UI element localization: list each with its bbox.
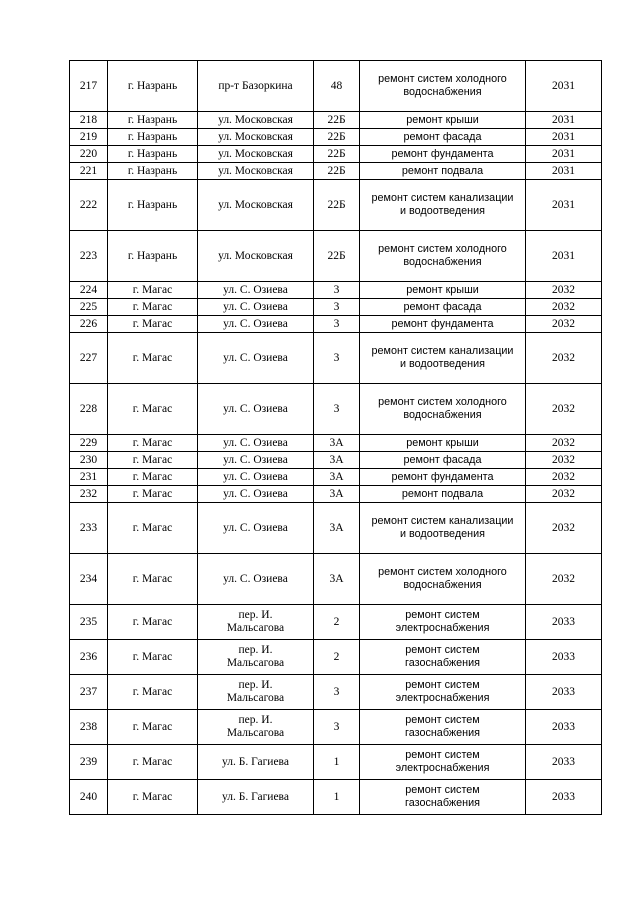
- year-cell: 2033: [526, 640, 602, 675]
- work-type-cell: [360, 316, 526, 333]
- work-type-cell-line: ремонт подвала: [401, 164, 484, 177]
- table-row: [70, 503, 602, 554]
- table-body: [70, 61, 602, 815]
- table-row: [70, 299, 602, 316]
- street-cell: [198, 452, 314, 469]
- work-type-cell-line: водоснабжения: [403, 256, 482, 268]
- work-type-cell: [360, 282, 526, 299]
- work-type-cell-line: водоснабжения: [403, 579, 482, 591]
- row-number-cell: 219: [70, 129, 108, 146]
- street-cell-line: ул. С. Озиева: [223, 572, 288, 585]
- city-cell: г. Магас: [108, 605, 198, 640]
- street-cell: [198, 180, 314, 231]
- street-cell-line: ул. С. Озиева: [223, 487, 288, 500]
- row-number-cell: 221: [70, 163, 108, 180]
- street-cell-line: Мальсагова: [226, 657, 285, 669]
- house-number-cell: 22Б: [314, 231, 360, 282]
- table-row: [70, 146, 602, 163]
- street-cell: [198, 640, 314, 675]
- street-cell: [198, 299, 314, 316]
- work-type-cell: [360, 640, 526, 675]
- house-number-cell: 3А: [314, 486, 360, 503]
- city-cell: г. Назрань: [108, 231, 198, 282]
- city-cell: г. Магас: [108, 503, 198, 554]
- street-cell-line: ул. Московская: [218, 130, 293, 143]
- street-cell-line: ул. Б. Гагиева: [222, 790, 289, 803]
- street-cell-line: ул. С. Озиева: [223, 521, 288, 534]
- work-type-cell-line: ремонт фундамента: [391, 147, 494, 160]
- work-type-cell: [360, 503, 526, 554]
- work-type-cell-line: ремонт систем холодного: [378, 566, 507, 578]
- street-cell: [198, 675, 314, 710]
- work-type-cell-line: ремонт систем канализации: [371, 345, 514, 357]
- table-row: [70, 282, 602, 299]
- year-cell: 2031: [526, 129, 602, 146]
- year-cell: 2033: [526, 780, 602, 815]
- work-type-cell: [360, 112, 526, 129]
- work-type-cell-line: ремонт систем холодного: [378, 73, 507, 85]
- work-type-cell-line: электроснабжения: [395, 692, 490, 704]
- work-type-cell: [360, 486, 526, 503]
- work-type-cell-line: ремонт систем: [405, 609, 480, 621]
- table-row: [70, 745, 602, 780]
- table-row: [70, 435, 602, 452]
- house-number-cell: 3: [314, 282, 360, 299]
- street-cell: [198, 282, 314, 299]
- year-cell: 2032: [526, 452, 602, 469]
- year-cell: 2033: [526, 605, 602, 640]
- work-type-cell-line: ремонт систем: [405, 644, 480, 656]
- street-cell-line: ул. С. Озиева: [223, 283, 288, 296]
- table-row: [70, 486, 602, 503]
- street-cell: [198, 503, 314, 554]
- street-cell: [198, 316, 314, 333]
- street-cell-line: пер. И.: [238, 609, 273, 621]
- year-cell: 2032: [526, 554, 602, 605]
- work-type-cell-line: и водоотведения: [400, 358, 485, 370]
- street-cell: [198, 231, 314, 282]
- work-type-cell: [360, 780, 526, 815]
- work-type-cell-line: ремонт фасада: [403, 453, 482, 466]
- city-cell: г. Магас: [108, 640, 198, 675]
- table-row: [70, 384, 602, 435]
- work-type-cell: [360, 554, 526, 605]
- city-cell: г. Магас: [108, 299, 198, 316]
- work-type-cell: [360, 299, 526, 316]
- work-type-cell-line: ремонт подвала: [401, 487, 484, 500]
- work-type-cell-line: водоснабжения: [403, 409, 482, 421]
- year-cell: 2032: [526, 486, 602, 503]
- work-type-cell-line: ремонт крыши: [406, 113, 479, 126]
- row-number-cell: 231: [70, 469, 108, 486]
- work-type-cell: [360, 146, 526, 163]
- work-type-cell-line: газоснабжения: [405, 657, 480, 669]
- row-number-cell: 218: [70, 112, 108, 129]
- house-number-cell: 3: [314, 316, 360, 333]
- house-number-cell: 48: [314, 61, 360, 112]
- street-cell: [198, 554, 314, 605]
- year-cell: 2032: [526, 384, 602, 435]
- work-type-cell: [360, 469, 526, 486]
- work-type-cell-line: электроснабжения: [395, 762, 490, 774]
- street-cell-line: ул. С. Озиева: [223, 453, 288, 466]
- street-cell-line: ул. С. Озиева: [223, 402, 288, 415]
- street-cell: [198, 333, 314, 384]
- city-cell: г. Магас: [108, 486, 198, 503]
- table-row: [70, 554, 602, 605]
- street-cell: [198, 710, 314, 745]
- city-cell: г. Магас: [108, 780, 198, 815]
- city-cell: г. Назрань: [108, 61, 198, 112]
- house-number-cell: 3: [314, 299, 360, 316]
- house-number-cell: 22Б: [314, 129, 360, 146]
- work-type-cell: [360, 745, 526, 780]
- work-type-cell: [360, 163, 526, 180]
- table-row: [70, 129, 602, 146]
- house-number-cell: 22Б: [314, 112, 360, 129]
- house-number-cell: 3А: [314, 435, 360, 452]
- table-row: [70, 180, 602, 231]
- table-row: [70, 112, 602, 129]
- year-cell: 2032: [526, 435, 602, 452]
- work-type-cell: [360, 129, 526, 146]
- street-cell-line: ул. Б. Гагиева: [222, 755, 289, 768]
- house-number-cell: 3А: [314, 554, 360, 605]
- work-type-cell-line: ремонт систем холодного: [378, 243, 507, 255]
- work-type-cell-line: газоснабжения: [405, 797, 480, 809]
- year-cell: 2031: [526, 231, 602, 282]
- table-row: [70, 316, 602, 333]
- work-type-cell: [360, 675, 526, 710]
- work-type-cell: [360, 61, 526, 112]
- year-cell: 2032: [526, 316, 602, 333]
- year-cell: 2032: [526, 503, 602, 554]
- street-cell-line: ул. Московская: [218, 113, 293, 126]
- row-number-cell: 239: [70, 745, 108, 780]
- year-cell: 2032: [526, 282, 602, 299]
- street-cell-line: Мальсагова: [226, 692, 285, 704]
- street-cell-line: пр-т Базоркина: [218, 79, 293, 92]
- house-number-cell: 3: [314, 675, 360, 710]
- street-cell-line: ул. С. Озиева: [223, 317, 288, 330]
- work-type-cell: [360, 231, 526, 282]
- street-cell-line: ул. С. Озиева: [223, 351, 288, 364]
- work-type-cell: [360, 180, 526, 231]
- work-type-cell-line: ремонт фундамента: [391, 470, 494, 483]
- year-cell: 2033: [526, 675, 602, 710]
- table-row: [70, 710, 602, 745]
- street-cell: [198, 129, 314, 146]
- row-number-cell: 237: [70, 675, 108, 710]
- year-cell: 2032: [526, 299, 602, 316]
- street-cell: [198, 745, 314, 780]
- row-number-cell: 238: [70, 710, 108, 745]
- row-number-cell: 217: [70, 61, 108, 112]
- table-row: [70, 605, 602, 640]
- street-cell-line: ул. С. Озиева: [223, 300, 288, 313]
- table-row: [70, 61, 602, 112]
- city-cell: г. Магас: [108, 435, 198, 452]
- street-cell: [198, 486, 314, 503]
- house-number-cell: 2: [314, 605, 360, 640]
- house-number-cell: 22Б: [314, 163, 360, 180]
- row-number-cell: 240: [70, 780, 108, 815]
- street-cell-line: ул. С. Озиева: [223, 436, 288, 449]
- row-number-cell: 223: [70, 231, 108, 282]
- table-row: [70, 780, 602, 815]
- work-type-cell-line: ремонт систем холодного: [378, 396, 507, 408]
- table-row: [70, 640, 602, 675]
- work-type-cell-line: ремонт фундамента: [391, 317, 494, 330]
- table-row: [70, 469, 602, 486]
- row-number-cell: 233: [70, 503, 108, 554]
- year-cell: 2032: [526, 469, 602, 486]
- work-type-cell-line: ремонт систем: [405, 679, 480, 691]
- city-cell: г. Назрань: [108, 146, 198, 163]
- year-cell: 2031: [526, 163, 602, 180]
- row-number-cell: 236: [70, 640, 108, 675]
- year-cell: 2033: [526, 745, 602, 780]
- house-number-cell: 3: [314, 710, 360, 745]
- house-number-cell: 1: [314, 780, 360, 815]
- work-type-cell-line: ремонт фасада: [403, 130, 482, 143]
- year-cell: 2033: [526, 710, 602, 745]
- street-cell: [198, 435, 314, 452]
- house-number-cell: 3: [314, 384, 360, 435]
- row-number-cell: 229: [70, 435, 108, 452]
- table-row: [70, 163, 602, 180]
- street-cell-line: пер. И.: [238, 644, 273, 656]
- row-number-cell: 220: [70, 146, 108, 163]
- year-cell: 2031: [526, 146, 602, 163]
- work-type-cell-line: ремонт систем: [405, 714, 480, 726]
- street-cell-line: пер. И.: [238, 714, 273, 726]
- street-cell-line: Мальсагова: [226, 622, 285, 634]
- row-number-cell: 227: [70, 333, 108, 384]
- year-cell: 2031: [526, 180, 602, 231]
- work-type-cell-line: ремонт систем канализации: [371, 515, 514, 527]
- work-type-cell-line: газоснабжения: [405, 727, 480, 739]
- row-number-cell: 226: [70, 316, 108, 333]
- city-cell: г. Магас: [108, 710, 198, 745]
- work-type-cell: [360, 333, 526, 384]
- street-cell: [198, 780, 314, 815]
- house-number-cell: 22Б: [314, 180, 360, 231]
- work-type-cell-line: ремонт систем: [405, 784, 480, 796]
- work-type-cell: [360, 605, 526, 640]
- repair-schedule-table: [69, 60, 602, 815]
- street-cell-line: ул. Московская: [218, 198, 293, 211]
- row-number-cell: 224: [70, 282, 108, 299]
- row-number-cell: 222: [70, 180, 108, 231]
- work-type-cell-line: ремонт крыши: [406, 436, 479, 449]
- city-cell: г. Назрань: [108, 112, 198, 129]
- street-cell-line: ул. Московская: [218, 249, 293, 262]
- street-cell: [198, 605, 314, 640]
- work-type-cell-line: ремонт фасада: [403, 300, 482, 313]
- row-number-cell: 228: [70, 384, 108, 435]
- street-cell-line: ул. Московская: [218, 147, 293, 160]
- row-number-cell: 234: [70, 554, 108, 605]
- city-cell: г. Магас: [108, 282, 198, 299]
- house-number-cell: 3А: [314, 469, 360, 486]
- street-cell: [198, 163, 314, 180]
- work-type-cell: [360, 710, 526, 745]
- city-cell: г. Назрань: [108, 163, 198, 180]
- work-type-cell-line: ремонт систем: [405, 749, 480, 761]
- house-number-cell: 22Б: [314, 146, 360, 163]
- city-cell: г. Магас: [108, 316, 198, 333]
- table-row: [70, 333, 602, 384]
- row-number-cell: 225: [70, 299, 108, 316]
- house-number-cell: 3А: [314, 452, 360, 469]
- row-number-cell: 232: [70, 486, 108, 503]
- work-type-cell: [360, 435, 526, 452]
- city-cell: г. Магас: [108, 333, 198, 384]
- work-type-cell: [360, 452, 526, 469]
- street-cell: [198, 146, 314, 163]
- house-number-cell: 2: [314, 640, 360, 675]
- work-type-cell-line: и водоотведения: [400, 528, 485, 540]
- year-cell: 2031: [526, 61, 602, 112]
- city-cell: г. Магас: [108, 745, 198, 780]
- work-type-cell-line: ремонт систем канализации: [371, 192, 514, 204]
- table-row: [70, 675, 602, 710]
- work-type-cell-line: водоснабжения: [403, 86, 482, 98]
- work-type-cell-line: ремонт крыши: [406, 283, 479, 296]
- city-cell: г. Назрань: [108, 180, 198, 231]
- work-type-cell-line: и водоотведения: [400, 205, 485, 217]
- street-cell: [198, 469, 314, 486]
- street-cell: [198, 61, 314, 112]
- street-cell-line: пер. И.: [238, 679, 273, 691]
- row-number-cell: 230: [70, 452, 108, 469]
- city-cell: г. Назрань: [108, 129, 198, 146]
- street-cell-line: ул. Московская: [218, 164, 293, 177]
- city-cell: г. Магас: [108, 384, 198, 435]
- city-cell: г. Магас: [108, 469, 198, 486]
- work-type-cell: [360, 384, 526, 435]
- house-number-cell: 3: [314, 333, 360, 384]
- city-cell: г. Магас: [108, 554, 198, 605]
- street-cell: [198, 112, 314, 129]
- work-type-cell-line: электроснабжения: [395, 622, 490, 634]
- year-cell: 2031: [526, 112, 602, 129]
- table-row: [70, 231, 602, 282]
- house-number-cell: 3А: [314, 503, 360, 554]
- street-cell: [198, 384, 314, 435]
- row-number-cell: 235: [70, 605, 108, 640]
- table-row: [70, 452, 602, 469]
- house-number-cell: 1: [314, 745, 360, 780]
- street-cell-line: ул. С. Озиева: [223, 470, 288, 483]
- year-cell: 2032: [526, 333, 602, 384]
- city-cell: г. Магас: [108, 675, 198, 710]
- street-cell-line: Мальсагова: [226, 727, 285, 739]
- city-cell: г. Магас: [108, 452, 198, 469]
